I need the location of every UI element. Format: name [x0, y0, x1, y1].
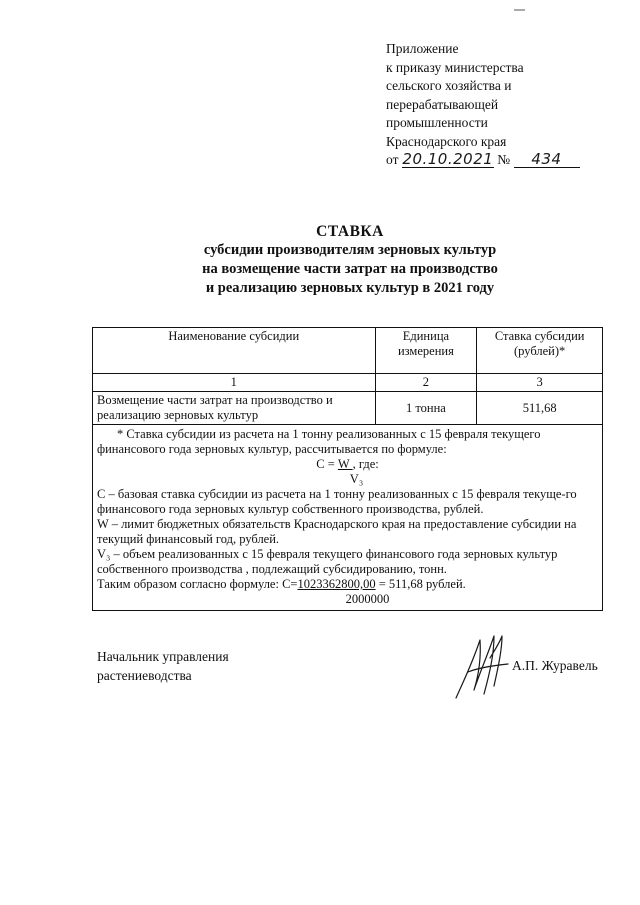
approval-line: сельского хозяйства и: [386, 78, 512, 93]
formula-numerator: W: [337, 457, 353, 471]
document-title: [80, 222, 620, 298]
calc-denominator: 2000000: [345, 592, 390, 606]
number-sign: №: [497, 152, 511, 167]
title-main: СТАВКА: [316, 223, 384, 240]
approval-line: промышленности: [386, 115, 488, 130]
rate-cell: 511,68: [477, 392, 603, 425]
column-number: 3: [477, 374, 603, 392]
order-prefix: от: [386, 152, 399, 167]
position-line: растениеводства: [97, 668, 192, 683]
definition-c: С – базовая ставка субсидии из расчета на 1 тонну реализованных с 15 февраля текуще-го финансового года зерновых культур собственного производства, рублей.: [97, 487, 577, 516]
column-number-row: [93, 374, 603, 392]
note-intro: * Ставка субсидии из расчета на 1 тонну реализованных с 15 февраля текущего финансового года зерновых культур, рассчитывается по формуле:: [97, 427, 541, 456]
header-unit: Единица измерения: [375, 328, 477, 374]
title-line: на возмещение части затрат на производство: [202, 261, 498, 277]
title-line: и реализацию зерновых культур в 2021 году: [205, 280, 495, 296]
definition-w: W – лимит бюджетных обязательств Краснодарского края на предоставление субсидии на текущий финансовый год, рублей.: [97, 517, 577, 546]
definition-v: V₃ – объем реализованных с 15 февраля текущего финансового года зерновых культур собственного производства , подлежащий субсидированию, тонн.: [97, 547, 558, 576]
approval-line: Краснодарского края: [386, 133, 507, 149]
signatory-position: [97, 647, 229, 685]
note-row: [93, 425, 603, 611]
footnote-cell: [93, 425, 603, 611]
approval-line: Приложение: [386, 41, 459, 56]
signatory-name: А.П. Журавель: [512, 658, 598, 673]
approval-line: к приказу министерства: [386, 59, 524, 75]
subsidy-name-cell: Возмещение части затрат на производство и реализацию зерновых культур: [93, 392, 376, 425]
calc-prefix: Таким образом согласно формуле: С=: [97, 577, 298, 591]
table-header-row: [93, 328, 603, 374]
title-line: субсидии производителям зерновых культур: [203, 242, 497, 258]
unit-cell: 1 тонна: [375, 392, 477, 425]
table-row: [93, 392, 603, 425]
formula-right: , где:: [352, 457, 379, 471]
calc-numerator: 1023362800,00: [297, 577, 376, 591]
formula-denominator: V₃: [349, 472, 364, 486]
header-subsidy-name: Наименование субсидии: [93, 328, 376, 374]
approval-block: [386, 40, 596, 170]
top-mark: [513, 8, 527, 12]
calc-suffix: = 511,68 рублей.: [375, 577, 466, 591]
order-date: 20.10.2021: [402, 150, 494, 168]
order-line: [386, 151, 596, 170]
approval-line: перерабатывающей: [386, 96, 499, 112]
subsidy-rate-table: [92, 327, 603, 611]
formula: [97, 457, 598, 472]
column-number: 2: [375, 374, 477, 392]
calculation-line: [97, 577, 598, 592]
order-number: 434: [514, 152, 580, 168]
header-rate: Ставка субсидии (рублей)*: [477, 328, 603, 374]
position-line: Начальник управления: [97, 649, 229, 664]
column-number: 1: [93, 374, 376, 392]
formula-left: С =: [316, 457, 338, 471]
